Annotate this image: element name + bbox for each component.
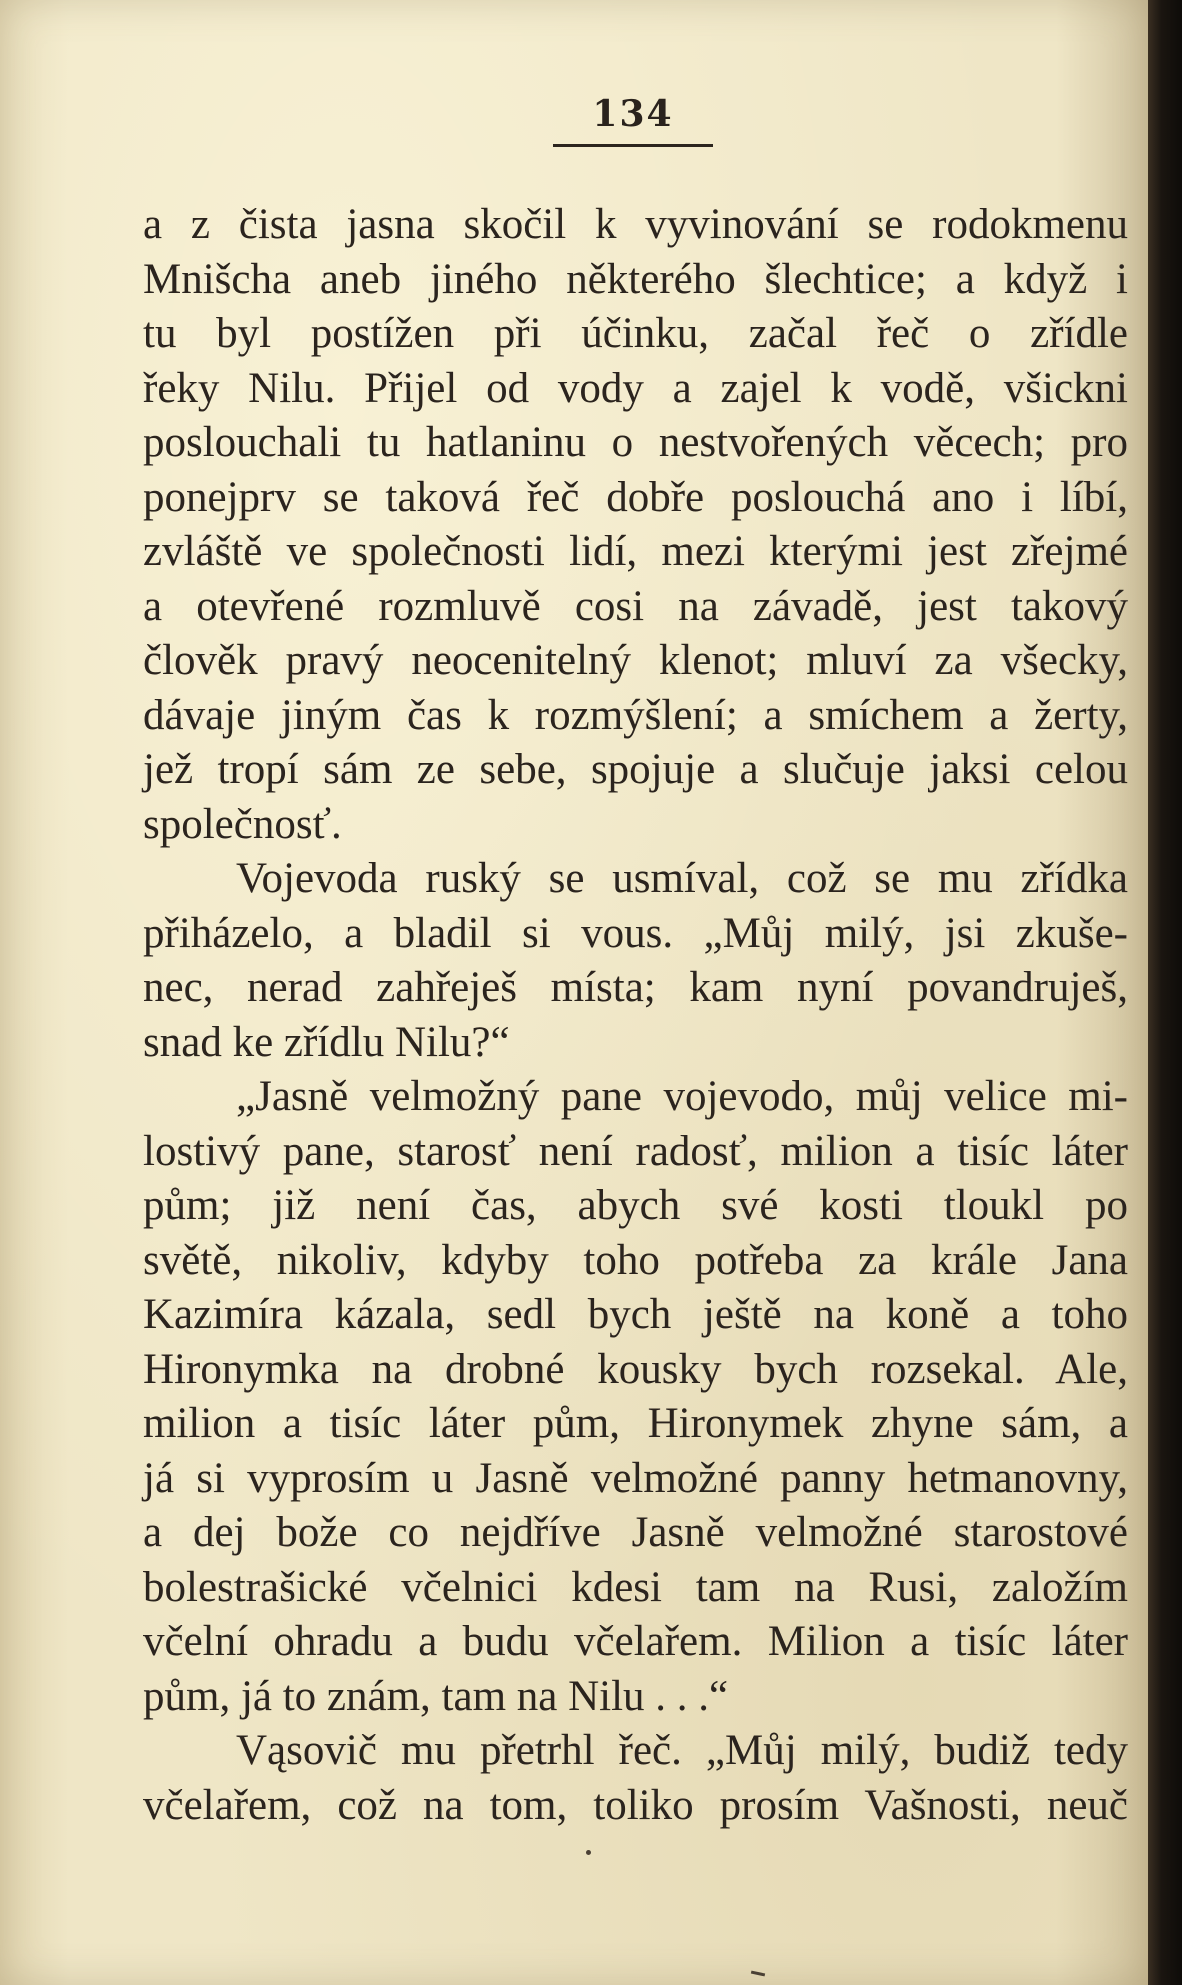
page-header [548, 92, 718, 147]
text-line: jež tropí sám ze sebe, spojuje a slučuje jaksi celou [143, 746, 1128, 793]
text-line: včelařem, což na tom, toliko prosím Vašnosti, neuč [143, 1781, 1128, 1829]
text-line: bolestrašické včelnici kdesi tam na Rusi, založím [143, 1563, 1128, 1611]
ink-speck [586, 1850, 591, 1855]
text-line: a dej bože co nejdříve Jasně velmožné starostové [143, 1509, 1128, 1556]
header-rule [553, 144, 713, 147]
text-line: zvláště ve společnosti lidí, mezi kterými jest zřejmé [143, 528, 1128, 575]
text-line: Vąsovič mu přetrhl řeč. „Můj milý, budiž tedy [236, 1727, 1128, 1774]
text-line: ponejprv se taková řeč dobře poslouchá ano i líbí, [143, 473, 1128, 521]
page-number: 134 [592, 93, 674, 135]
text-line: Hironymka na drobné kousky bych rozsekal. Ale, [143, 1345, 1128, 1393]
text-line: nec, nerad zahřeješ místa; kam nyní povandruješ, [143, 964, 1128, 1011]
text-line: já si vyprosím u Jasně velmožné panny hetmanovny, [143, 1454, 1128, 1502]
text-line: poslouchali tu hatlaninu o nestvořených věcech; pro [143, 419, 1128, 466]
text-line: tu byl postížen při účinku, začal řeč o zřídle [143, 310, 1128, 357]
text-line: lostivý pane, starosť není radosť, milion a tisíc láter [143, 1127, 1128, 1175]
text-line: dávaje jiným čas k rozmýšlení; a smíchem a žerty, [143, 691, 1128, 739]
text-line: přiházelo, a bladil si vous. „Můj milý, jsi zkuše- [143, 909, 1128, 957]
text-line: milion a tisíc láter pům, Hironymek zhyne sám, a [143, 1400, 1128, 1447]
text-line: Kazimíra kázala, sedl bych ještě na koně a toho [143, 1291, 1128, 1338]
text-line: pům, já to znám, tam na Nilu . . .“ [143, 1672, 729, 1720]
text-line: Mnišcha aneb jiného některého šlechtice; a když i [143, 255, 1128, 303]
text-line: včelní ohradu a budu včelařem. Milion a tisíc láter [143, 1618, 1128, 1665]
text-line: pům; již není čas, abych své kosti tloukl po [143, 1182, 1128, 1229]
text-line: snad ke zřídlu Nilu?“ [143, 1018, 510, 1066]
body-text [143, 198, 1128, 1833]
text-line: „Jasně velmožný pane vojevodo, můj velice mi- [236, 1073, 1128, 1120]
text-line: řeky Nilu. Přijel od vody a zajel k vodě, všickni [143, 364, 1128, 412]
text-line: Vojevoda ruský se usmíval, což se mu zřídka [236, 855, 1128, 902]
text-line: a z čista jasna skočil k vyvinování se rodokmenu [143, 201, 1128, 248]
text-line: a otevřené rozmluvě cosi na závadě, jest takový [143, 582, 1128, 630]
ink-mark [751, 1971, 765, 1977]
book-edge-shadow [1148, 0, 1182, 1985]
text-line: světě, nikoliv, kdyby toho potřeba za krále Jana [143, 1236, 1128, 1284]
text-line: člověk pravý neocenitelný klenot; mluví za všecky, [143, 637, 1128, 684]
text-line: společnosť. [143, 800, 342, 848]
